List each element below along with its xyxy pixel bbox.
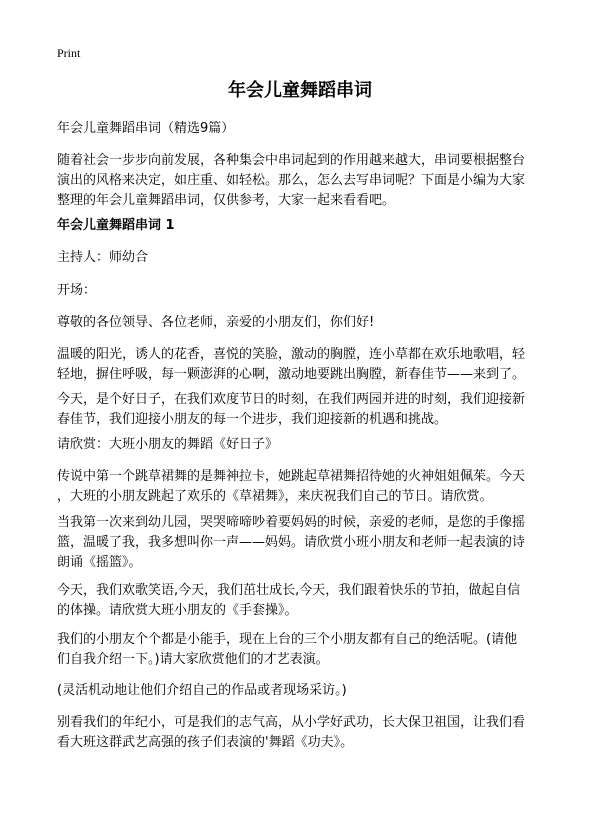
host-line: 主持人：师幼合 <box>57 250 149 265</box>
document-subtitle: 年会儿童舞蹈串词（精选9篇） <box>57 121 235 136</box>
page-title: 年会儿童舞蹈串词 <box>228 80 372 101</box>
paragraph-line: 看大班这群武艺高强的孩子们表演的'舞蹈《功夫》。 <box>57 735 354 750</box>
appreciate-line: 请欣赏：大班小朋友的舞蹈《好日子》 <box>57 437 279 452</box>
paragraph-line: 春佳节，我们迎接小朋友的每一个进步，我们迎接新的机遇和挑战。 <box>57 412 448 427</box>
paragraph-line: 演出的风格来决定，如庄重、如轻松。那么，怎么去写串词呢？下面是小编为大家 <box>57 173 526 188</box>
paragraph-line: 篮，温暖了我，我多想叫你一声——妈妈。请欣赏小班小朋友和老师一起表演的诗 <box>57 535 526 550</box>
paragraph-line: 整理的年会儿童舞蹈串词，仅供参考，大家一起来看看吧。 <box>57 193 396 208</box>
paragraph-line: 们自我介绍一下。)请大家欣赏他们的才艺表演。 <box>57 652 329 667</box>
paragraph-line: 温暖的阳光，诱人的花香，喜悦的笑脸，激动的胸膛，连小草都在欢乐地歌唱，轻 <box>57 347 526 362</box>
print-label: Print <box>57 46 81 60</box>
paragraph-kungfu <box>57 713 557 753</box>
paragraph-line: 朗诵《摇篮》。 <box>57 555 142 570</box>
paragraph-today <box>57 390 557 430</box>
paragraph-line: 的体操。请欣赏大班小朋友的《手套操》。 <box>57 603 298 618</box>
paragraph-line: 别看我们的年纪小，可是我们的志气高，从小学好武功，长大保卫祖国，让我们看 <box>57 715 526 730</box>
opening-line: 开场： <box>57 283 97 298</box>
greeting-line: 尊敬的各位领导、各位老师，亲爱的小朋友们，你们好! <box>57 315 375 330</box>
paragraph-line: 传说中第一个跳草裙舞的是舞神拉卡，她跳起草裙舞招待她的火神姐姐佩茱。今天 <box>57 469 526 484</box>
paragraph-legend <box>57 467 557 507</box>
paragraph-songs <box>57 581 557 621</box>
paragraph-line: 轻地，摒住呼吸，每一颗澎湃的心啊，激动地要跳出胸膛，新春佳节——来到了。 <box>57 367 526 382</box>
paragraph-note: (灵活机动地让他们介绍自己的作品或者现场采访。) <box>57 683 347 698</box>
paragraph-line: 随着社会一步步向前发展，各种集会中串词起到的作用越来越大，串词要根据整台 <box>57 153 526 168</box>
paragraph-line: 当我第一次来到幼儿园，哭哭啼啼吵着要妈妈的时候，亲爱的老师，是您的手像摇 <box>57 515 526 530</box>
paragraph-kindergarten <box>57 513 557 573</box>
intro-paragraph <box>57 151 557 211</box>
paragraph-line: ，大班的小朋友跳起了欢乐的《草裙舞》，来庆祝我们自己的节日。请欣赏。 <box>57 489 493 504</box>
paragraph-warm <box>57 345 557 385</box>
paragraph-line: 今天，是个好日子，在我们欢度节日的时刻，在我们两园并进的时刻，我们迎接新 <box>57 392 526 407</box>
paragraph-line: 我们的小朋友个个都是小能手，现在上台的三个小朋友都有自己的绝活呢。(请他 <box>57 632 518 647</box>
paragraph-talents <box>57 630 557 670</box>
section-heading: 年会儿童舞蹈串词 1 <box>57 218 175 233</box>
paragraph-line: 今天，我们欢歌笑语,今天，我们茁壮成长,今天，我们跟着快乐的节拍，做起自信 <box>57 583 521 598</box>
